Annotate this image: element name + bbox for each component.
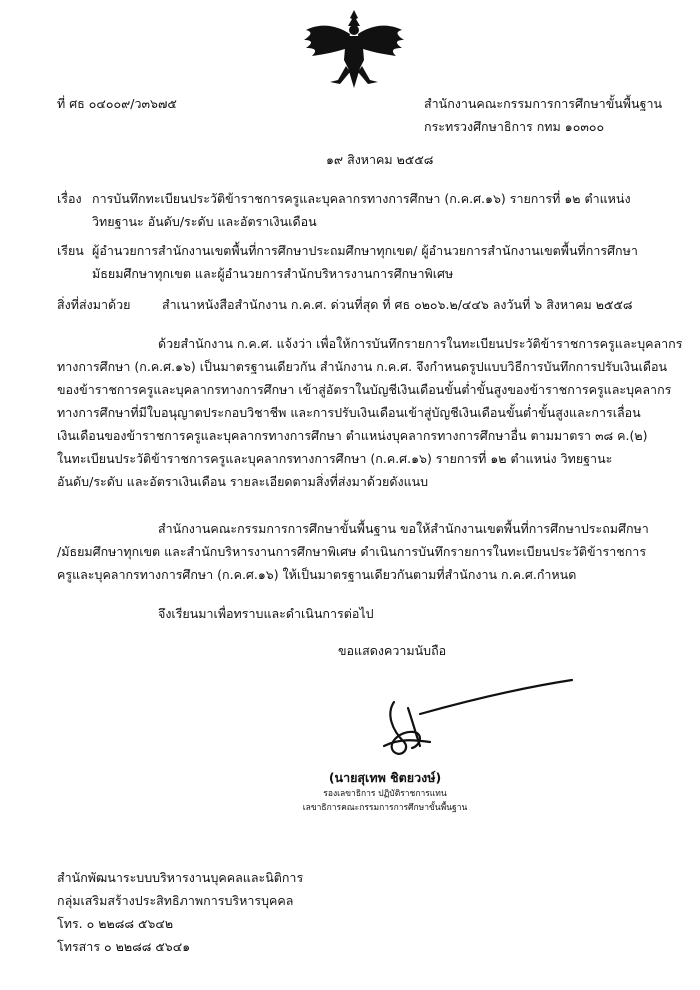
regards: ขอแสดงความนับถือ — [338, 643, 447, 658]
paragraph-1-line: ของข้าราชการครูและบุคลากรทางการศึกษา เข้าสู่อัตราในบัญชีเงินเดือนขั้นต่ำขั้นสูงของข้าราชการครูและบุคลากร — [57, 382, 672, 397]
paragraph-2-line: ครูและบุคลากรทางการศึกษา (ก.ค.ศ.๑๖) ให้เป็นมาตรฐานเดียวกันตามที่สำนักงาน ก.ค.ศ.กำหนด — [57, 567, 577, 582]
recipient-label: เรียน — [57, 243, 84, 258]
closing-sentence: จึงเรียนมาเพื่อทราบและดำเนินการต่อไป — [158, 606, 374, 621]
signatory-position-on-behalf: เลขาธิการคณะกรรมการการศึกษาขั้นพื้นฐาน — [302, 803, 468, 813]
footer-phone: โทร. ๐ ๒๒๘๘ ๕๖๔๒ — [57, 916, 174, 931]
footer-group: กลุ่มเสริมสร้างประสิทธิภาพการบริหารบุคคล — [57, 893, 294, 908]
letter-date: ๑๙ สิงหาคม ๒๕๕๘ — [326, 152, 434, 167]
garuda-emblem-icon — [300, 8, 408, 90]
signatory-position: รองเลขาธิการ ปฏิบัติราชการแทน — [323, 789, 447, 799]
recipient-line-2: มัธยมศึกษาทุกเขต และผู้อำนวยการสำนักบริหารงานการศึกษาพิเศษ — [92, 266, 454, 281]
footer-department: สำนักพัฒนาระบบบริหารงานบุคคลและนิติการ — [57, 870, 304, 885]
subject-line-2: วิทยฐานะ อันดับ/ระดับ และอัตราเงินเดือน — [92, 214, 317, 229]
enclosure-text: สำเนาหนังสือสำนักงาน ก.ค.ศ. ด่วนที่สุด ที่ ศธ ๐๒๐๖.๒/๔๔๖ ลงวันที่ ๖ สิงหาคม ๒๕๕๘ — [162, 297, 633, 312]
document-number: ที่ ศธ ๐๔๐๐๙/ว๓๖๗๕ — [57, 96, 177, 111]
subject-label: เรื่อง — [57, 191, 82, 206]
recipient-line-1: ผู้อำนวยการสำนักงานเขตพื้นที่การศึกษาประถมศึกษาทุกเขต/ ผู้อำนวยการสำนักงานเขตพื้นที่การศึกษา — [92, 243, 638, 258]
enclosure-label: สิ่งที่ส่งมาด้วย — [57, 297, 131, 312]
footer-fax: โทรสาร ๐ ๒๒๘๘ ๕๖๔๑ — [57, 939, 191, 954]
subject-line-1: การบันทึกทะเบียนประวัติข้าราชการครูและบุคลากรทางการศึกษา (ก.ค.ศ.๑๖) รายการที่ ๑๒ ตำแหน่ง — [92, 191, 631, 206]
paragraph-1-line: ทางการศึกษา (ก.ค.ศ.๑๖) เป็นมาตรฐานเดียวกัน สำนักงาน ก.ค.ศ. จึงกำหนดรูปแบบวิธีการบันทึกการปรับเงินเดือน — [57, 359, 668, 374]
paragraph-1-line: เงินเดือนของข้าราชการครูและบุคลากรทางการศึกษา ตำแหน่งบุคลากรทางการศึกษาอื่น ตามมาตรา ๓๘ ค.(๒) — [57, 428, 648, 443]
paragraph-2-line: สำนักงานคณะกรรมการการศึกษาขั้นพื้นฐาน ขอให้สำนักงานเขตพื้นที่การศึกษาประถมศึกษา — [158, 521, 649, 536]
issuing-office-address: กระทรวงศึกษาธิการ กทม ๑๐๓๐๐ — [424, 119, 605, 134]
handwritten-signature — [320, 668, 580, 768]
paragraph-1-line: ในทะเบียนประวัติข้าราชการครูและบุคลากรทางการศึกษา (ก.ค.ศ.๑๖) รายการที่ ๑๒ ตำแหน่ง วิทยฐานะ — [57, 451, 613, 466]
paragraph-2-line: /มัธยมศึกษาทุกเขต และสำนักบริหารงานการศึกษาพิเศษ ดำเนินการบันทึกรายการในทะเบียนประวัติข้าราชการ — [57, 544, 647, 559]
paragraph-1-line: อันดับ/ระดับ และอัตราเงินเดือน รายละเอียดตามสิ่งที่ส่งมาด้วยดังแนบ — [57, 474, 429, 489]
paragraph-1-line: ด้วยสำนักงาน ก.ค.ศ. แจ้งว่า เพื่อให้การบันทึกรายการในทะเบียนประวัติข้าราชการครูและบุคลากร — [158, 336, 683, 351]
issuing-office: สำนักงานคณะกรรมการการศึกษาขั้นพื้นฐาน — [424, 96, 663, 111]
signatory-name: (นายสุเทพ ชิตยวงษ์) — [328, 770, 442, 785]
paragraph-1-line: ทางการศึกษาที่มีใบอนุญาตประกอบวิชาชีพ และการปรับเงินเดือนเข้าสู่บัญชีเงินเดือนขั้นต่ำขั้นสูงและการเลื่อน — [57, 405, 641, 420]
